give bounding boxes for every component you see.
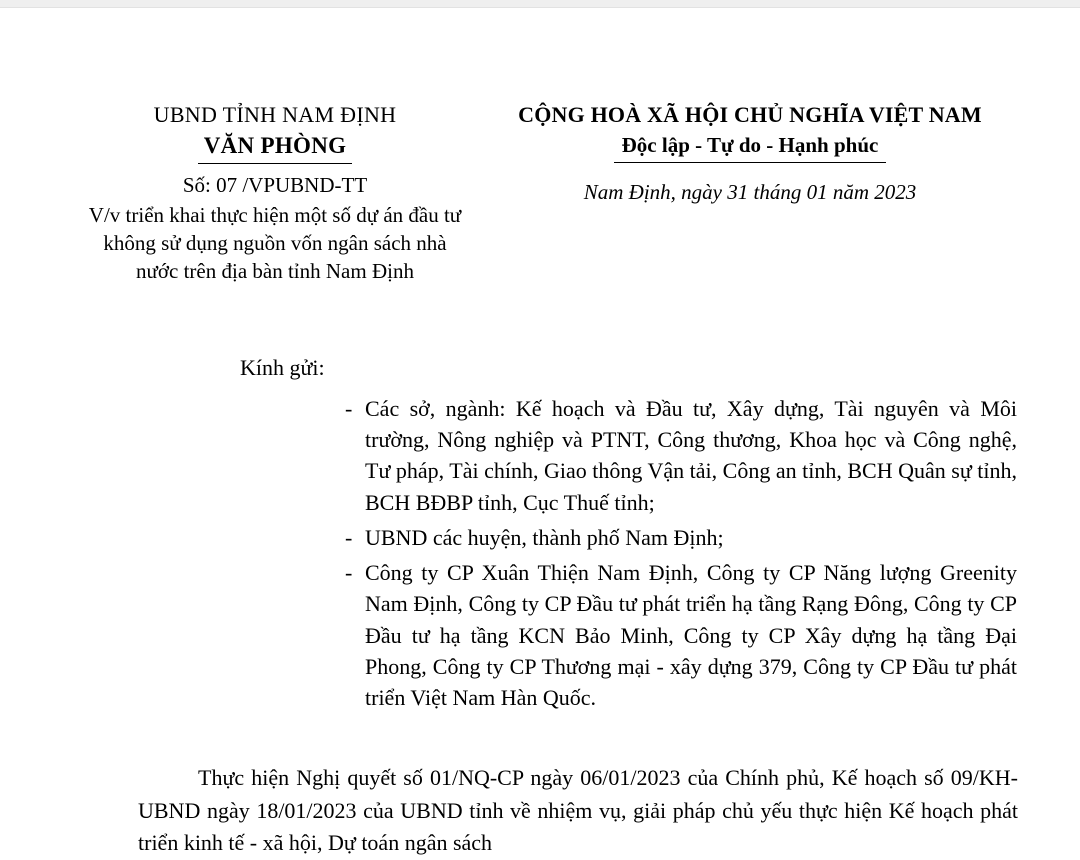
recipients-section	[0, 355, 1080, 717]
header-national-heading	[490, 100, 1080, 207]
national-title: CỘNG HOÀ XÃ HỘI CHỦ NGHĨA VIỆT NAM	[518, 102, 982, 127]
recipients-label: Kính gửi:	[240, 355, 325, 380]
list-item	[345, 557, 1017, 713]
place-and-date: Nam Định, ngày 31 tháng 01 năm 2023	[583, 180, 917, 205]
recipients-list	[345, 393, 1017, 713]
header-issuing-authority	[60, 100, 490, 285]
document-number: Số: 07 /VPUBND-TT	[182, 172, 368, 197]
window-top-edge	[0, 0, 1080, 8]
list-item	[345, 393, 1017, 518]
list-item	[345, 522, 1017, 553]
document-body	[138, 762, 1018, 860]
recipient-text: Công ty CP Xuân Thiện Nam Định, Công ty CP Năng lượng Greenity Nam Định, Công ty CP Đầu tư phát triển hạ tầng Rạng Đông, Công ty CP Đầu tư hạ tầng KCN Bảo Minh, Công ty CP Xây dựng hạ tầng Đại Phong, Công ty CP Thương mại - xây dựng 379, Công ty CP Đầu tư phát triển Việt Nam Hàn Quốc.	[365, 560, 1017, 711]
national-motto: Độc lập - Tự do - Hạnh phúc	[614, 132, 887, 163]
recipient-text: UBND các huyện, thành phố Nam Định;	[365, 524, 724, 550]
document-header	[0, 100, 1080, 285]
recipient-text: Các sở, ngành: Kế hoạch và Đầu tư, Xây dựng, Tài nguyên và Môi trường, Nông nghiệp và PTNT, Công thương, Khoa học và Công nghệ, Tư pháp, Tài chính, Giao thông Vận tải, Công an tỉnh, BCH Quân sự tỉnh, BCH BĐBP tỉnh, Cục Thuế tỉnh;	[365, 396, 1017, 515]
organization-name: UBND TỈNH NAM ĐỊNH	[153, 102, 397, 127]
document-subject: V/v triển khai thực hiện một số dự án đầu tư không sử dụng nguồn vốn ngân sách nhà nước trên địa bàn tỉnh Nam Định	[88, 202, 462, 283]
bullet-dash: -	[345, 396, 353, 421]
organization-unit: VĂN PHÒNG	[198, 131, 353, 164]
bullet-dash: -	[345, 524, 353, 550]
body-paragraph: Thực hiện Nghị quyết số 01/NQ-CP ngày 06/01/2023 của Chính phủ, Kế hoạch số 09/KH-UBND ngày 18/01/2023 của UBND tỉnh về nhiệm vụ, giải pháp chủ yếu thực hiện Kế hoạch phát triển kinh tế - xã hội, Dự toán ngân sách	[138, 765, 1018, 856]
bullet-dash: -	[345, 560, 353, 586]
